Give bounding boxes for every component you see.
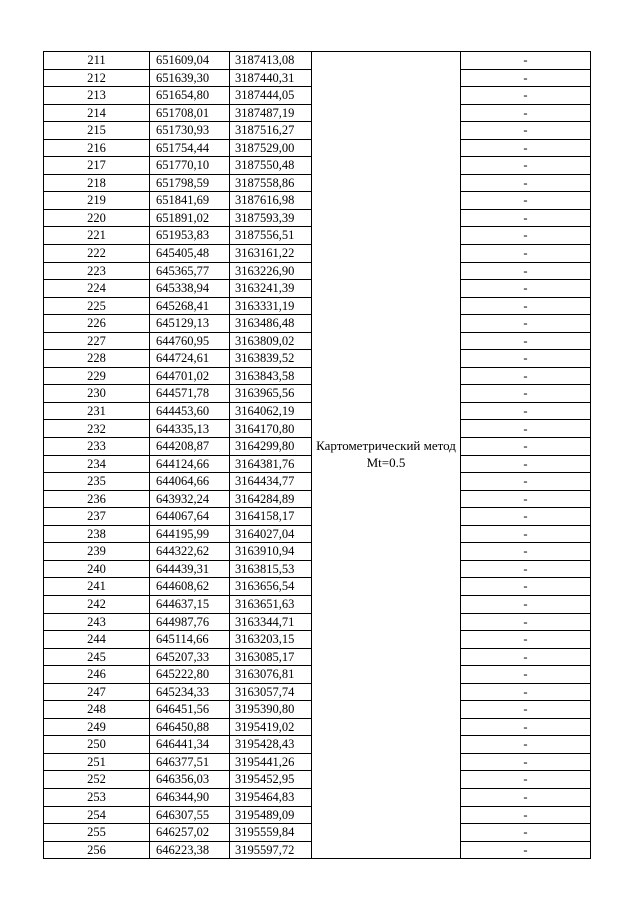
x-coordinate-cell: 651730,93 [150,122,230,140]
note-cell: - [461,613,591,631]
note-cell: - [461,543,591,561]
x-coordinate-cell: 646257,02 [150,824,230,842]
point-number-cell: 221 [44,227,150,245]
x-coordinate-cell: 644571,78 [150,385,230,403]
note-cell: - [461,666,591,684]
note-cell: - [461,490,591,508]
x-coordinate-cell: 644195,99 [150,525,230,543]
x-coordinate-cell: 645268,41 [150,297,230,315]
note-cell: - [461,367,591,385]
x-coordinate-cell: 644124,66 [150,455,230,473]
point-number-cell: 212 [44,69,150,87]
point-number-cell: 248 [44,701,150,719]
note-cell: - [461,595,591,613]
y-coordinate-cell: 3163085,17 [230,648,312,666]
y-coordinate-cell: 3187413,08 [230,52,312,70]
point-number-cell: 229 [44,367,150,385]
note-cell: - [461,438,591,456]
note-cell: - [461,508,591,526]
point-number-cell: 224 [44,280,150,298]
y-coordinate-cell: 3163076,81 [230,666,312,684]
y-coordinate-cell: 3163656,54 [230,578,312,596]
point-number-cell: 245 [44,648,150,666]
x-coordinate-cell: 645338,94 [150,280,230,298]
x-coordinate-cell: 644724,61 [150,350,230,368]
x-coordinate-cell: 644439,31 [150,560,230,578]
x-coordinate-cell: 646441,34 [150,736,230,754]
y-coordinate-cell: 3164284,89 [230,490,312,508]
point-number-cell: 247 [44,683,150,701]
x-coordinate-cell: 644608,62 [150,578,230,596]
x-coordinate-cell: 646356,03 [150,771,230,789]
note-cell: - [461,262,591,280]
note-cell: - [461,385,591,403]
y-coordinate-cell: 3187616,98 [230,192,312,210]
point-number-cell: 238 [44,525,150,543]
point-number-cell: 255 [44,824,150,842]
y-coordinate-cell: 3187558,86 [230,174,312,192]
point-number-cell: 211 [44,52,150,70]
point-number-cell: 251 [44,753,150,771]
note-cell: - [461,280,591,298]
note-cell: - [461,473,591,491]
note-cell: - [461,648,591,666]
note-cell: - [461,52,591,70]
note-cell: - [461,315,591,333]
x-coordinate-cell: 644701,02 [150,367,230,385]
note-cell: - [461,297,591,315]
point-number-cell: 250 [44,736,150,754]
note-cell: - [461,824,591,842]
y-coordinate-cell: 3164170,80 [230,420,312,438]
y-coordinate-cell: 3187516,27 [230,122,312,140]
x-coordinate-cell: 644067,64 [150,508,230,526]
y-coordinate-cell: 3163815,53 [230,560,312,578]
y-coordinate-cell: 3187440,31 [230,69,312,87]
note-cell: - [461,701,591,719]
note-cell: - [461,104,591,122]
x-coordinate-cell: 644064,66 [150,473,230,491]
y-coordinate-cell: 3163331,19 [230,297,312,315]
x-coordinate-cell: 645114,66 [150,631,230,649]
y-coordinate-cell: 3187593,39 [230,209,312,227]
note-cell: - [461,683,591,701]
point-number-cell: 225 [44,297,150,315]
note-cell: - [461,139,591,157]
note-cell: - [461,209,591,227]
y-coordinate-cell: 3187556,51 [230,227,312,245]
y-coordinate-cell: 3187487,19 [230,104,312,122]
x-coordinate-cell: 645405,48 [150,245,230,263]
note-cell: - [461,771,591,789]
x-coordinate-cell: 643932,24 [150,490,230,508]
y-coordinate-cell: 3164299,80 [230,438,312,456]
x-coordinate-cell: 644335,13 [150,420,230,438]
note-cell: - [461,227,591,245]
note-cell: - [461,402,591,420]
point-number-cell: 226 [44,315,150,333]
y-coordinate-cell: 3164062,19 [230,402,312,420]
point-number-cell: 230 [44,385,150,403]
y-coordinate-cell: 3163241,39 [230,280,312,298]
x-coordinate-cell: 645234,33 [150,683,230,701]
y-coordinate-cell: 3164158,17 [230,508,312,526]
x-coordinate-cell: 644760,95 [150,332,230,350]
y-coordinate-cell: 3164381,76 [230,455,312,473]
point-number-cell: 220 [44,209,150,227]
point-number-cell: 233 [44,438,150,456]
x-coordinate-cell: 645129,13 [150,315,230,333]
y-coordinate-cell: 3195452,95 [230,771,312,789]
y-coordinate-cell: 3164027,04 [230,525,312,543]
point-number-cell: 253 [44,788,150,806]
note-cell: - [461,718,591,736]
note-cell: - [461,69,591,87]
point-number-cell: 239 [44,543,150,561]
table-row [44,52,591,70]
point-number-cell: 237 [44,508,150,526]
point-number-cell: 246 [44,666,150,684]
x-coordinate-cell: 644322,62 [150,543,230,561]
note-cell: - [461,525,591,543]
note-cell: - [461,87,591,105]
x-coordinate-cell: 651754,44 [150,139,230,157]
y-coordinate-cell: 3164434,77 [230,473,312,491]
note-cell: - [461,332,591,350]
y-coordinate-cell: 3163809,02 [230,332,312,350]
y-coordinate-cell: 3163344,71 [230,613,312,631]
y-coordinate-cell: 3163910,94 [230,543,312,561]
note-cell: - [461,736,591,754]
point-number-cell: 242 [44,595,150,613]
y-coordinate-cell: 3187444,05 [230,87,312,105]
x-coordinate-cell: 651609,04 [150,52,230,70]
y-coordinate-cell: 3195390,80 [230,701,312,719]
x-coordinate-cell: 646307,55 [150,806,230,824]
y-coordinate-cell: 3195441,26 [230,753,312,771]
y-coordinate-cell: 3163203,15 [230,631,312,649]
method-cell: Картометрический метод Mt=0.5 [312,52,461,859]
point-number-cell: 219 [44,192,150,210]
x-coordinate-cell: 651891,02 [150,209,230,227]
y-coordinate-cell: 3195597,72 [230,841,312,859]
y-coordinate-cell: 3163486,48 [230,315,312,333]
note-cell: - [461,245,591,263]
point-number-cell: 222 [44,245,150,263]
note-cell: - [461,753,591,771]
point-number-cell: 217 [44,157,150,175]
note-cell: - [461,631,591,649]
x-coordinate-cell: 651953,83 [150,227,230,245]
y-coordinate-cell: 3163965,56 [230,385,312,403]
note-cell: - [461,806,591,824]
y-coordinate-cell: 3195464,83 [230,788,312,806]
point-number-cell: 214 [44,104,150,122]
y-coordinate-cell: 3195559,84 [230,824,312,842]
point-number-cell: 243 [44,613,150,631]
x-coordinate-cell: 646451,56 [150,701,230,719]
x-coordinate-cell: 645222,80 [150,666,230,684]
x-coordinate-cell: 644208,87 [150,438,230,456]
y-coordinate-cell: 3187529,00 [230,139,312,157]
note-cell: - [461,350,591,368]
x-coordinate-cell: 646377,51 [150,753,230,771]
point-number-cell: 254 [44,806,150,824]
point-number-cell: 223 [44,262,150,280]
point-number-cell: 231 [44,402,150,420]
point-number-cell: 227 [44,332,150,350]
x-coordinate-cell: 644453,60 [150,402,230,420]
note-cell: - [461,455,591,473]
y-coordinate-cell: 3163057,74 [230,683,312,701]
coordinates-table [43,51,591,859]
point-number-cell: 232 [44,420,150,438]
point-number-cell: 256 [44,841,150,859]
y-coordinate-cell: 3163226,90 [230,262,312,280]
y-coordinate-cell: 3163843,58 [230,367,312,385]
point-number-cell: 244 [44,631,150,649]
note-cell: - [461,420,591,438]
point-number-cell: 228 [44,350,150,368]
note-cell: - [461,560,591,578]
x-coordinate-cell: 646223,38 [150,841,230,859]
note-cell: - [461,788,591,806]
point-number-cell: 216 [44,139,150,157]
y-coordinate-cell: 3187550,48 [230,157,312,175]
x-coordinate-cell: 645365,77 [150,262,230,280]
coordinates-table-body [44,52,591,859]
point-number-cell: 213 [44,87,150,105]
note-cell: - [461,174,591,192]
note-cell: - [461,578,591,596]
x-coordinate-cell: 646450,88 [150,718,230,736]
point-number-cell: 252 [44,771,150,789]
y-coordinate-cell: 3163839,52 [230,350,312,368]
point-number-cell: 235 [44,473,150,491]
point-number-cell: 240 [44,560,150,578]
x-coordinate-cell: 644987,76 [150,613,230,631]
y-coordinate-cell: 3195489,09 [230,806,312,824]
y-coordinate-cell: 3195419,02 [230,718,312,736]
point-number-cell: 241 [44,578,150,596]
y-coordinate-cell: 3163651,63 [230,595,312,613]
y-coordinate-cell: 3163161,22 [230,245,312,263]
note-cell: - [461,157,591,175]
x-coordinate-cell: 651770,10 [150,157,230,175]
x-coordinate-cell: 644637,15 [150,595,230,613]
x-coordinate-cell: 651639,30 [150,69,230,87]
point-number-cell: 249 [44,718,150,736]
note-cell: - [461,841,591,859]
x-coordinate-cell: 651841,69 [150,192,230,210]
x-coordinate-cell: 645207,33 [150,648,230,666]
note-cell: - [461,122,591,140]
x-coordinate-cell: 651654,80 [150,87,230,105]
y-coordinate-cell: 3195428,43 [230,736,312,754]
x-coordinate-cell: 651798,59 [150,174,230,192]
point-number-cell: 234 [44,455,150,473]
x-coordinate-cell: 651708,01 [150,104,230,122]
point-number-cell: 215 [44,122,150,140]
point-number-cell: 236 [44,490,150,508]
x-coordinate-cell: 646344,90 [150,788,230,806]
note-cell: - [461,192,591,210]
point-number-cell: 218 [44,174,150,192]
